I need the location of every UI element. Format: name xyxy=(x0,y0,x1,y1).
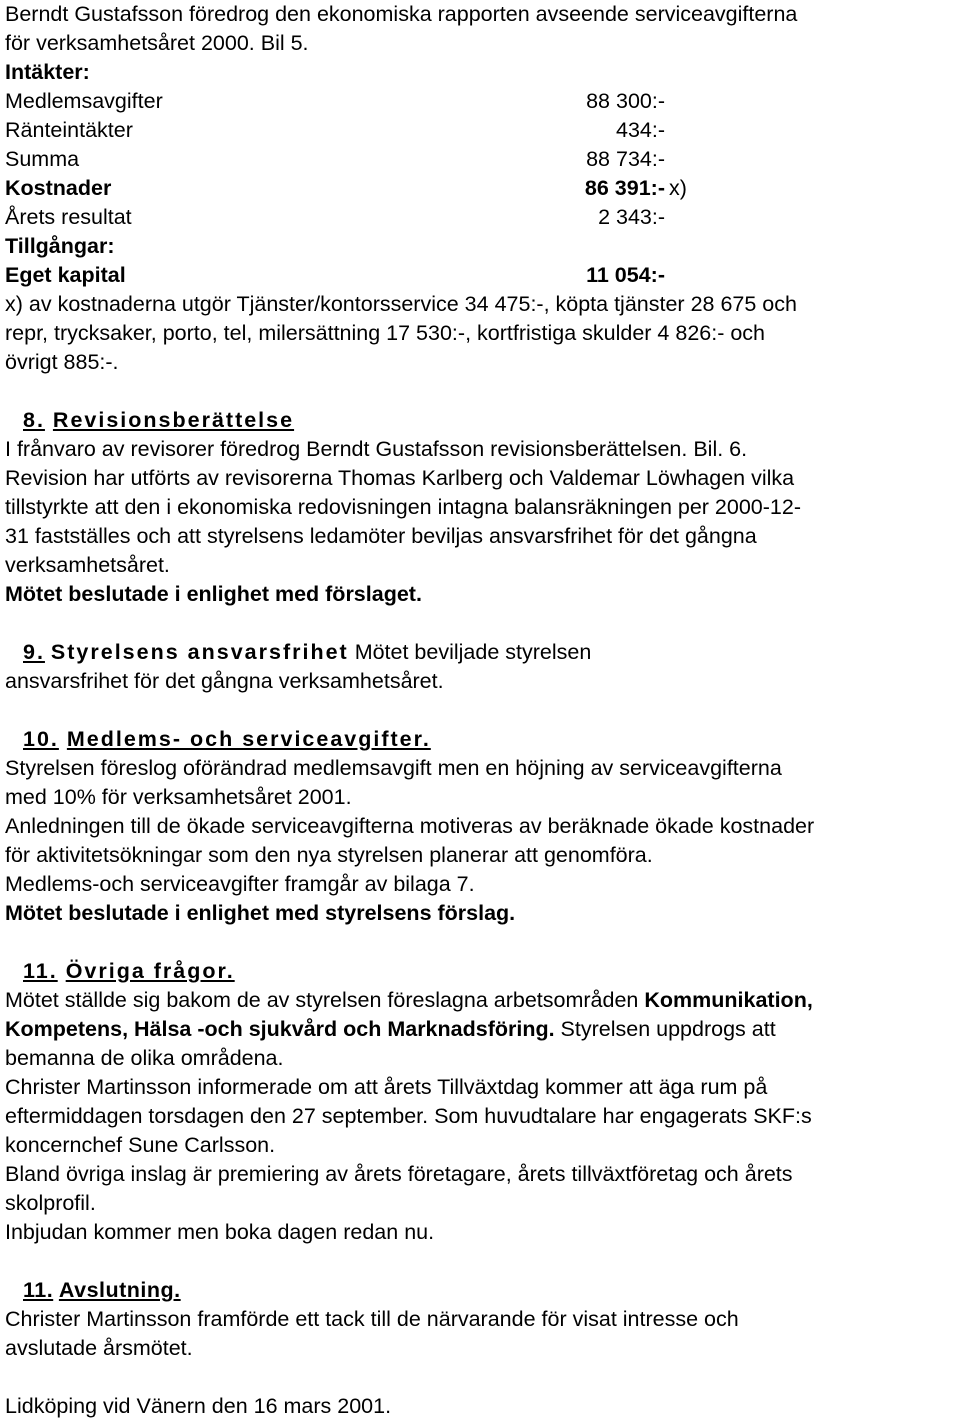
section-8-number: 8. xyxy=(23,408,45,432)
section-11-title: Övriga frågor. xyxy=(65,959,235,983)
section-11-para-start: Mötet ställde sig bakom de av styrelsen föreslagna arbetsområden xyxy=(5,988,645,1012)
section-10-line: Anledningen till de ökade serviceavgifterna motiveras av beräknade ökade kostnader xyxy=(5,814,815,838)
finance-row-note: x) xyxy=(669,176,687,200)
section-8-line: verksamhetsåret. xyxy=(5,553,170,577)
section-11-line: Bland övriga inslag är premiering av årets företagare, årets tillväxtföretag och årets xyxy=(5,1162,793,1186)
section-avslutning-line: avslutade årsmötet. xyxy=(5,1336,193,1360)
cost-footnote-line-1: x) av kostnaderna utgör Tjänster/kontorsservice 34 475:-, köpta tjänster 28 675 och xyxy=(5,292,797,316)
section-10-decision: Mötet beslutade i enlighet med styrelsens förslag. xyxy=(5,901,516,925)
section-8-line: Revision har utförts av revisorerna Thomas Karlberg och Valdemar Löwhagen vilka xyxy=(5,466,795,490)
section-avslutning-heading xyxy=(5,1276,955,1305)
finance-row xyxy=(5,116,955,145)
section-11-para-line-2 xyxy=(5,1015,955,1044)
document-page xyxy=(5,0,955,1421)
equity-row xyxy=(5,261,955,290)
section-avslutning-number: 11. xyxy=(23,1278,54,1302)
finance-row xyxy=(5,203,955,232)
section-11-body xyxy=(5,1073,955,1247)
section-11-area-1: Kommunikation, xyxy=(644,988,813,1012)
finance-row-value: 86 391:- xyxy=(584,176,665,200)
section-10-heading xyxy=(5,725,955,754)
section-11-para-line-1 xyxy=(5,986,955,1015)
section-9-text-line-2: ansvarsfrihet för det gångna verksamhetsåret. xyxy=(5,669,444,693)
section-8-line: I frånvaro av revisorer föredrog Berndt Gustafsson revisionsberättelsen. Bil. 6. xyxy=(5,437,748,461)
finance-table xyxy=(5,87,955,232)
section-9-inline-text: Mötet beviljade styrelsen xyxy=(354,640,592,664)
cost-footnote-line-2: repr, trycksaker, porto, tel, milersättning 17 530:-, kortfristiga skulder 4 826:- och xyxy=(5,321,766,345)
section-10-number: 10. xyxy=(23,727,59,751)
section-10-line: för aktivitetsökningar som den nya styrelsen planerar att genomföra. xyxy=(5,843,653,867)
section-8-title: Revisionsberättelse xyxy=(52,408,295,432)
section-10-body xyxy=(5,754,955,899)
finance-row-label: Årets resultat xyxy=(5,205,132,229)
section-11-number: 11. xyxy=(23,959,58,983)
section-11-line: eftermiddagen torsdagen den 27 september. Som huvudtalare har engagerats SKF:s xyxy=(5,1104,812,1128)
section-11-line: koncernchef Sune Carlsson. xyxy=(5,1133,276,1157)
intro-line-1: Berndt Gustafsson föredrog den ekonomiska rapporten avseende serviceavgifterna xyxy=(5,2,798,26)
finance-row-value: 434:- xyxy=(615,118,665,142)
finance-row-label: Summa xyxy=(5,147,80,171)
section-10-line: med 10% för verksamhetsåret 2001. xyxy=(5,785,352,809)
section-11-line: Inbjudan kommer men boka dagen redan nu. xyxy=(5,1220,435,1244)
section-10-line: Styrelsen föreslog oförändrad medlemsavgift men en höjning av serviceavgifterna xyxy=(5,756,782,780)
income-heading: Intäkter: xyxy=(5,60,90,84)
finance-row xyxy=(5,145,955,174)
section-9-title: Styrelsens ansvarsfrihet xyxy=(50,640,349,664)
cost-footnote-line-3: övrigt 885:-. xyxy=(5,350,119,374)
equity-label: Eget kapital xyxy=(5,263,126,287)
closing-line: Lidköping vid Vänern den 16 mars 2001. xyxy=(5,1394,392,1418)
section-avslutning-line: Christer Martinsson framförde ett tack till de närvarande för visat intresse och xyxy=(5,1307,739,1331)
section-avslutning-title: Avslutning. xyxy=(58,1278,181,1302)
section-11-line: skolprofil. xyxy=(5,1191,96,1215)
finance-row-value: 2 343:- xyxy=(598,205,665,229)
section-11-areas-2: Kompetens, Hälsa -och sjukvård och Marknadsföring. xyxy=(5,1017,555,1041)
section-9-heading-line xyxy=(5,638,955,667)
finance-row-value: 88 300:- xyxy=(586,89,665,113)
assets-heading: Tillgångar: xyxy=(5,234,115,258)
equity-value: 11 054:- xyxy=(586,263,665,287)
intro-line-2: för verksamhetsåret 2000. Bil 5. xyxy=(5,31,309,55)
section-11-para-rest: Styrelsen uppdrogs att xyxy=(554,1017,776,1041)
finance-row-value: 88 734:- xyxy=(586,147,665,171)
finance-row-label: Medlemsavgifter xyxy=(5,89,163,113)
section-8-heading xyxy=(5,406,955,435)
section-8-line: tillstyrkte att den i ekonomiska redovisningen intagna balansräkningen per 2000-12- xyxy=(5,495,801,519)
section-10-line: Medlems-och serviceavgifter framgår av bilaga 7. xyxy=(5,872,475,896)
section-8-body xyxy=(5,435,955,580)
section-9-number: 9. xyxy=(23,640,45,664)
finance-row-label: Ränteintäkter xyxy=(5,118,133,142)
finance-row xyxy=(5,87,955,116)
section-11-line: Christer Martinsson informerade om att årets Tillväxtdag kommer att äga rum på xyxy=(5,1075,768,1099)
finance-row xyxy=(5,174,955,203)
section-11-para-line-3: bemanna de olika områdena. xyxy=(5,1046,284,1070)
section-8-line: 31 fastställes och att styrelsens ledamöter beviljas ansvarsfrihet för det gångna xyxy=(5,524,757,548)
section-10-title: Medlems- och serviceavgifter. xyxy=(66,727,431,751)
section-11-heading xyxy=(5,957,955,986)
section-avslutning-body xyxy=(5,1305,955,1363)
section-8-decision: Mötet beslutade i enlighet med förslaget. xyxy=(5,582,422,606)
finance-row-label: Kostnader xyxy=(5,176,112,200)
